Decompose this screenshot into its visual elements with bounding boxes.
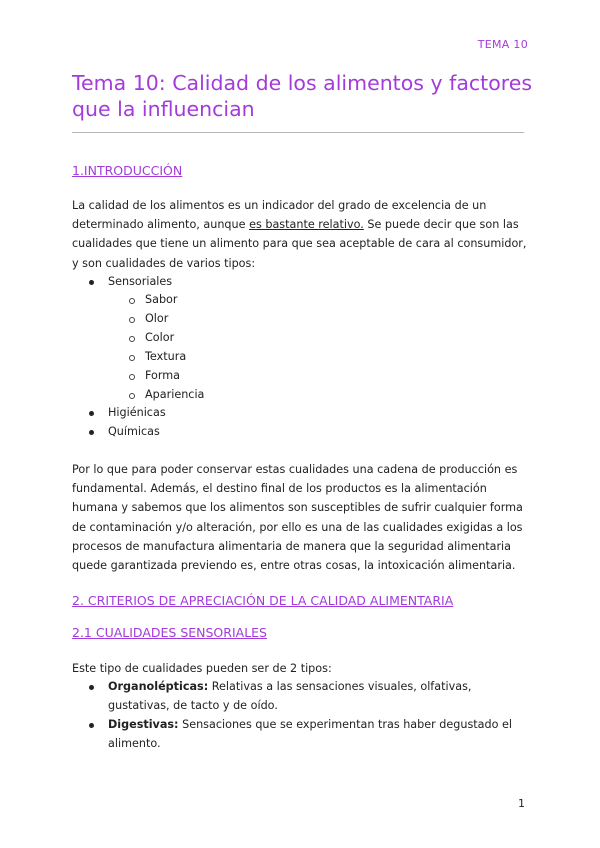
bullet-icon (89, 280, 94, 285)
sub-item-color: Color (145, 331, 175, 344)
bullet-icon (89, 723, 94, 728)
intro-paragraph: La calidad de los alimentos es un indicador del grado de excelencia de un determinado alimento, aunque es bastante relativo. Se puede decir que son las cualidades que tiene un alimento para que sea aceptable de cara al consumidor, y son cualidades de varios tipos: (72, 199, 527, 270)
list-item-digestivas: Digestivas: Sensaciones que se experimentan tras haber degustado el alimento. (108, 718, 513, 751)
header-topic-tag: TEMA 10 (477, 38, 528, 51)
sub-item-apariencia: Apariencia (145, 388, 205, 401)
circle-bullet-icon (129, 374, 135, 380)
sub-item-olor: Olor (145, 312, 169, 325)
title-divider (72, 132, 524, 133)
production-paragraph: Por lo que para poder conservar estas cualidades una cadena de producción es fundamental. Además, el destino final de los productos es la alimentación humana y sabemos que los alimentos son susceptibles de sufrir cualquier forma de contaminación y/o alteración, por ello es una de las cualidades exigidas a los procesos de manufactura alimentaria de manera que la seguridad alimentaria quede garantizada previendo es, entre otras cosas, la intoxicación alimentaria. (72, 463, 523, 573)
bullet-icon (89, 411, 94, 416)
list-item-sensoriales: Sensoriales (108, 275, 173, 288)
circle-bullet-icon (129, 355, 135, 361)
list-item-quimicas: Químicas (108, 425, 160, 438)
list-item-organolepticas: Organolépticas: Relativas a las sensaciones visuales, olfativas, gustativas, de tacto y de oído. (108, 680, 472, 713)
page-number: 1 (518, 797, 525, 810)
list-item-higienicas: Higiénicas (108, 406, 166, 419)
sensory-intro: Este tipo de cualidades pueden ser de 2 tipos: (72, 662, 332, 675)
bullet-icon (89, 685, 94, 690)
sub-item-forma: Forma (145, 369, 181, 382)
bullet-icon (89, 430, 94, 435)
underlined-phrase: es bastante relativo. (249, 218, 364, 232)
circle-bullet-icon (129, 393, 135, 399)
circle-bullet-icon (129, 336, 135, 342)
sub-item-textura: Textura (145, 350, 187, 363)
sub-item-sabor: Sabor (145, 293, 178, 306)
section-heading-cualidades-sensoriales: 2.1 CUALIDADES SENSORIALES (72, 625, 267, 640)
circle-bullet-icon (129, 298, 135, 304)
circle-bullet-icon (129, 317, 135, 323)
section-heading-criterios: 2. CRITERIOS DE APRECIACIÓN DE LA CALIDAD ALIMENTARIA (72, 593, 454, 608)
page-title: Tema 10: Calidad de los alimentos y factores que la influencian (72, 71, 533, 121)
section-heading-introduccion: 1.INTRODUCCIÓN (72, 163, 183, 178)
